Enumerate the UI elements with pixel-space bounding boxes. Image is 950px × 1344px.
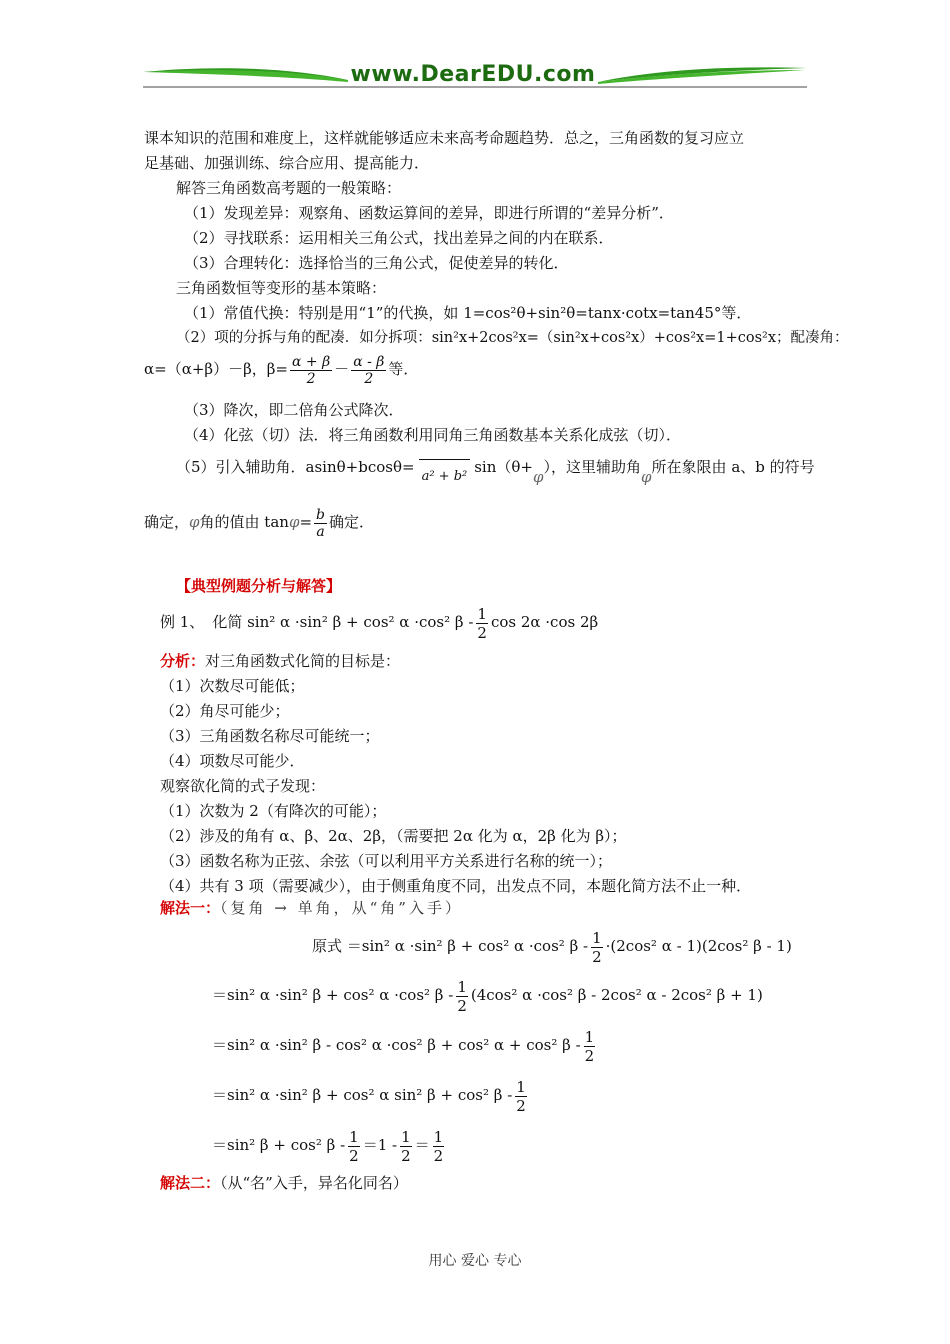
page-footer: 用心 爱心 专心 [428,1253,522,1269]
analysis-item: （4）项数尽可能少． [160,752,305,770]
observation-item: （2）涉及的角有 α、β、2α、2β，（需要把 2α 化为 α，2β 化为 β）； [160,827,627,845]
analysis-item: （1）次数尽可能低； [160,677,305,695]
section-title: 【典型例题分析与解答】 [176,577,342,595]
analysis-item: （2）角尽可能少； [160,702,290,720]
auxiliary-angle-line: （5）引入辅助角．asinθ+bcosθ= a² + b² sin（θ+φ），这里辅助角φ所在象限由 a、b 的符号 [176,450,815,486]
phi-symbol: φ [533,468,544,486]
formula-step-4: ＝sin² α ·sin² β + cos² α sin² β + cos² β - $\frac{1}{2}$ [212,1077,526,1115]
site-name: www.DearEDU.com [350,62,596,87]
strategy-title: 解答三角函数高考题的一般策略： [176,179,402,197]
formula-step-2: ＝sin² α ·sin² β + cos² α ·cos² β - $\frac{1}{2}$ (4cos² α ·cos² β - 2cos² α - 2cos² β + 1) [212,977,763,1015]
formula-step-3: ＝sin² α ·sin² β - cos² α ·cos² β + cos² α + cos² β - $\frac{1}{2}$ [212,1027,595,1065]
formula-step-5: ＝sin² β + cos² β - $\frac{1}{2}$ ＝1 - $\frac{1}{2}$ ＝ $\frac{1}{2}$ [212,1127,444,1165]
strategy-item: （3）合理转化：选择恰当的三角公式，促使差异的转化． [184,254,569,272]
sqrt-expression: a² + b² [419,459,471,494]
analysis-line: 分析：对三角函数式化简的目标是： [160,652,401,670]
method-two-heading: 解法二：（从“名”入手，异名化同名） [160,1174,408,1192]
identity-title: 三角函数恒等变形的基本策略： [176,279,387,297]
method-one-heading: 解法一：（复角 → 单角，从“角”入手） [160,899,463,917]
identity-item: （2）项的分拆与角的配凑．如分拆项：sin²x+2cos²x=（sin²x+cos²x）+cos²x=1+cos²x；配凑角： [176,330,849,346]
paragraph-line: 课本知识的范围和难度上，这样就能够适应未来高考命题趋势．总之，三角函数的复习应立 [144,129,745,147]
tan-phi-line: 确定，φ角的值由 tanφ= $\frac{b}{a}$ 确定． [144,506,375,540]
identity-item: （1）常值代换：特别是用“1”的代换，如 1=cos²θ+sin²θ=tanx·cotx=tan45°等． [184,304,752,322]
formula-step-1: 原式 ＝sin² α ·sin² β + cos² α ·cos² β - $\frac{1}{2}$ ·(2cos² α - 1)(2cos² β - 1) [312,928,792,966]
observation-item: （3）函数名称为正弦、余弦（可以利用平方关系进行名称的统一）； [160,852,613,870]
strategy-item: （2）寻找联系：运用相关三角公式，找出差异之间的内在联系． [184,229,614,247]
observation-item: （4）共有 3 项（需要减少），由于侧重角度不同，出发点不同，本题化简方法不止一种． [160,877,752,895]
phi-symbol: φ [641,468,652,486]
example-1: 例 1、 化简 sin² α ·sin² β + cos² α ·cos² β - $\frac{1}{2}$ cos 2α ·cos 2β [160,604,599,642]
observation-item: （1）次数为 2（有降次的可能）； [160,802,387,820]
analysis-item: （3）三角函数名称尽可能统一； [160,727,380,745]
observation-title: 观察欲化简的式子发现： [160,777,326,795]
angle-formula: α=（α+β）－β，β= $\frac{\alpha + \beta}{2}$ － $\frac{\alpha - \beta}{2}$ 等． [144,353,419,387]
paragraph-line: 足基础、加强训练、综合应用、提高能力． [144,154,430,172]
site-header [143,58,807,98]
identity-item: （4）化弦（切）法．将三角函数利用同角三角函数基本关系化成弦（切）． [184,426,682,444]
strategy-item: （1）发现差异：观察角、函数运算间的差异，即进行所谓的“差异分析”． [184,204,674,222]
identity-item: （3）降次，即二倍角公式降次． [184,401,404,419]
